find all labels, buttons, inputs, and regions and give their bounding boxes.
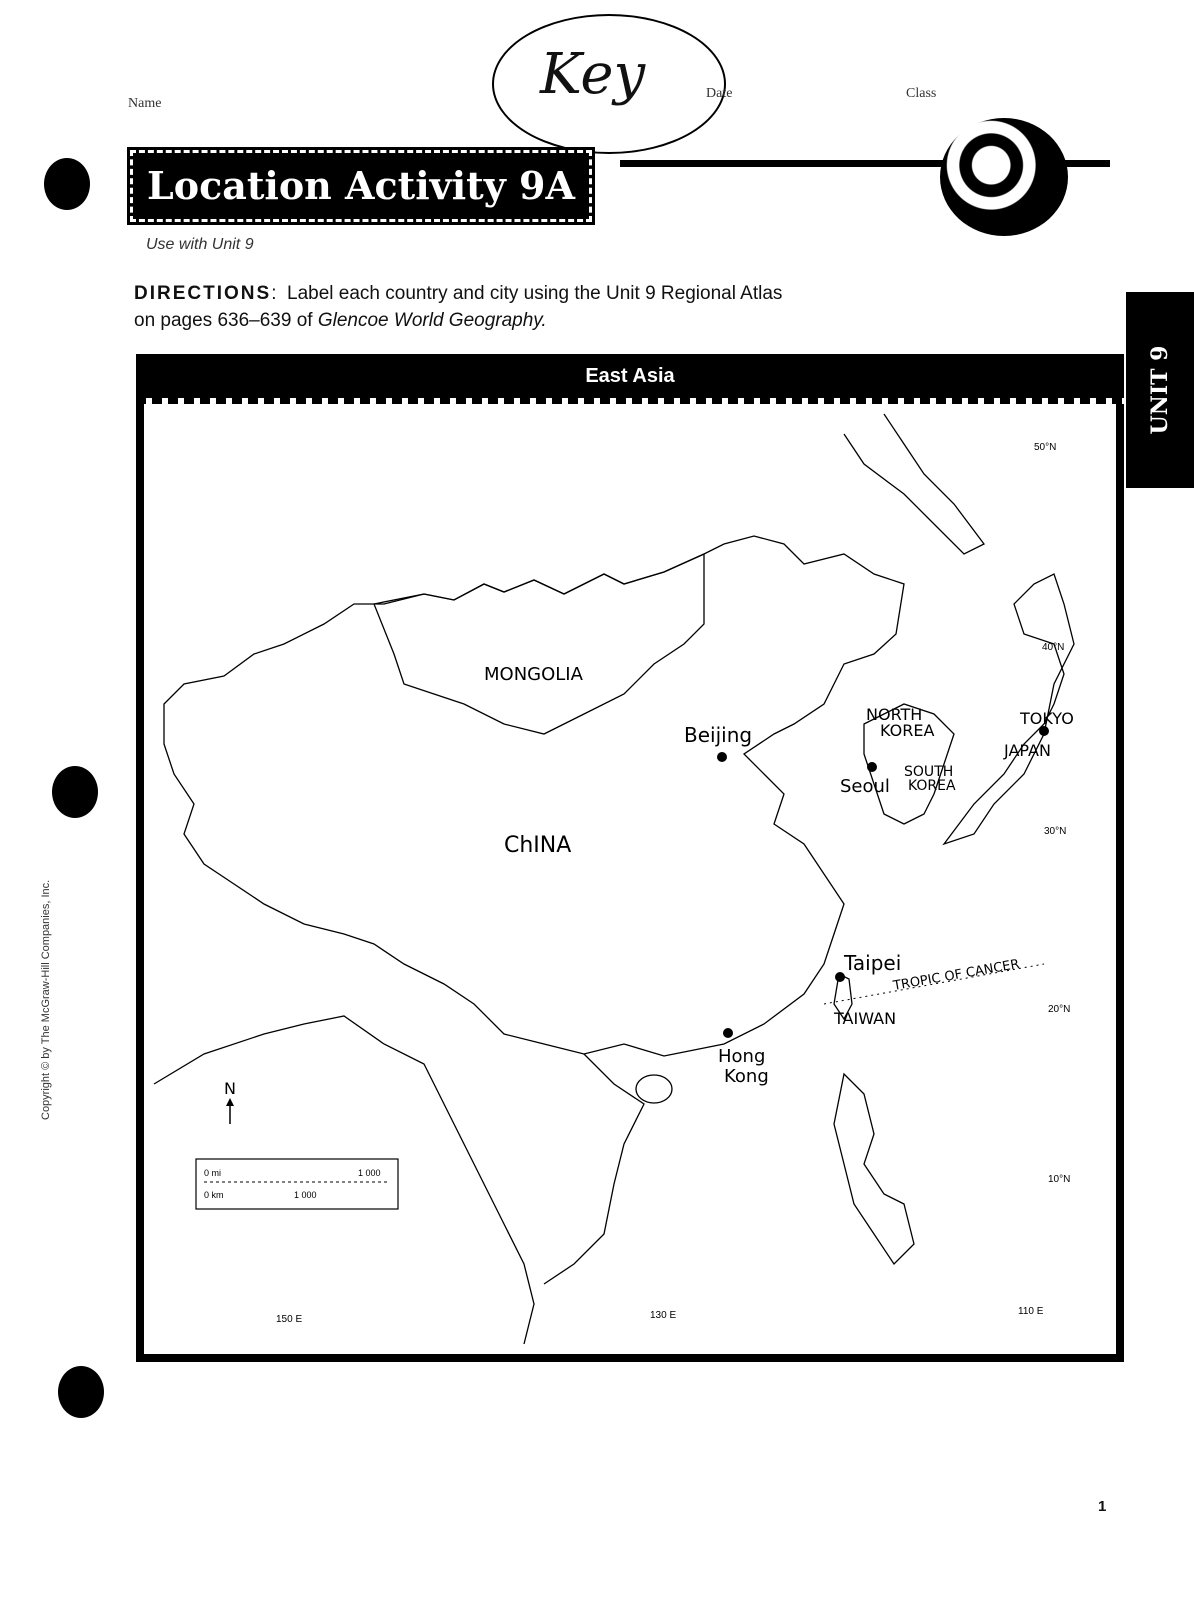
lat-label: 30°N (1044, 826, 1067, 837)
subtitle: Use with Unit 9 (146, 236, 254, 253)
lat-label: 50°N (1034, 442, 1057, 453)
label-north-korea-2: KOREA (880, 721, 935, 740)
directions: DIRECTIONS: Label each country and city using the Unit 9 Regional Atlas on pages 636–639 of Glencoe World Geography. (134, 283, 783, 331)
punch-hole (58, 1366, 104, 1418)
north-arrow-letter: N (224, 1079, 236, 1098)
scale-km-start: 0 km (204, 1190, 224, 1200)
unit-tab (1126, 292, 1194, 488)
class-label: Class (906, 86, 937, 101)
label-north-korea-1: NORTH (866, 705, 923, 724)
map-title: East Asia (136, 354, 1124, 398)
scale-km-end: 1 000 (294, 1190, 317, 1200)
name-label: Name (128, 96, 162, 111)
directions-text-2: on pages 636–639 of (134, 310, 313, 331)
mongolia-outline (374, 554, 704, 734)
lat-label: 20°N (1048, 1004, 1071, 1015)
label-south-korea-2: KOREA (908, 778, 956, 794)
label-tokyo: TOKYO (1020, 709, 1074, 728)
scale-mi-start: 0 mi (204, 1168, 222, 1178)
label-taiwan: TAIWAN (834, 1009, 897, 1028)
long-label: 110 E (1018, 1306, 1044, 1317)
label-taipei: Taipei (844, 951, 902, 975)
label-beijing: Beijing (684, 723, 753, 747)
label-hong-kong-1: Hong (718, 1046, 766, 1067)
north-arrow-head (226, 1098, 234, 1106)
indochina-outline (544, 1054, 644, 1284)
page-title: Location Activity 9A (130, 150, 592, 222)
lat-label: 40°N (1042, 642, 1065, 653)
punch-hole (44, 158, 90, 210)
hainan-outline (636, 1075, 672, 1103)
label-japan: JAPAN (1004, 741, 1051, 760)
directions-label: DIRECTIONS (134, 283, 272, 304)
label-tropic-of-cancer: TROPIC OF CANCER (892, 956, 1021, 994)
map-canvas (144, 404, 1100, 1346)
china-outline (164, 536, 904, 1056)
philippines-outline (834, 1074, 914, 1264)
scale-mi-end: 1 000 (358, 1168, 381, 1178)
label-south-korea-1: SOUTH (904, 764, 954, 780)
copyright-notice: Copyright © by The McGraw-Hill Companies, Inc. (40, 879, 52, 1120)
date-label: Date (706, 86, 733, 101)
label-seoul: Seoul (840, 776, 890, 797)
punch-hole (52, 766, 98, 818)
unit-tab-label: UNIT 9 (1147, 345, 1173, 435)
book-title: Glencoe World Geography. (317, 310, 547, 331)
key-handwriting: Key (540, 42, 646, 107)
label-mongolia: MONGOLIA (484, 664, 583, 685)
globe-icon (940, 118, 1068, 236)
seoul-dot (867, 762, 877, 772)
lat-label: 10°N (1048, 1174, 1071, 1185)
beijing-dot (717, 752, 727, 762)
long-label: 150 E (276, 1314, 303, 1325)
russia-coast (844, 414, 984, 554)
hong-kong-dot (723, 1028, 733, 1038)
long-label: 130 E (650, 1310, 677, 1321)
label-china: ChINA (504, 833, 572, 858)
scale-box (196, 1159, 398, 1209)
southeast-asia-outline (154, 1016, 534, 1344)
label-hong-kong-2: Kong (724, 1066, 769, 1087)
page-number: 1 (1098, 1498, 1107, 1515)
directions-text-1: Label each country and city using the Unit 9 Regional Atlas (287, 283, 783, 304)
